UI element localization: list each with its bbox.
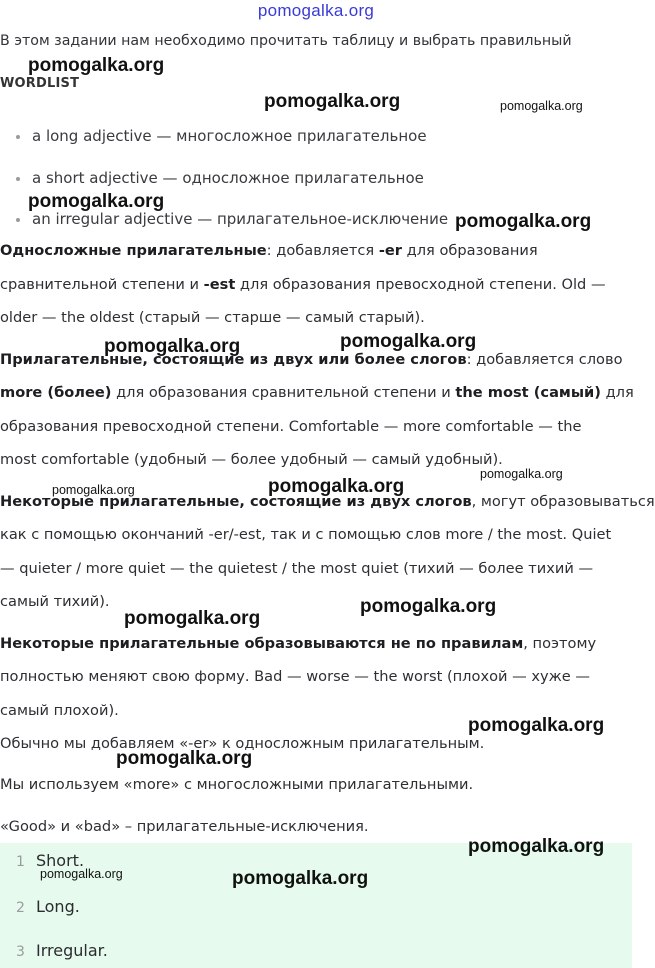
wordlist-item: an irregular adjective — прилагательное-исключение [16,210,448,228]
summary-line: Обычно мы добавляем «-er» к односложным прилагательным. [0,735,485,752]
watermark: pomogalka.org [480,467,563,481]
rule-4-line-1: Некоторые прилагательные образовываются не по правилам, поэтому [0,635,597,652]
watermark: pomogalka.org [52,483,135,497]
rule-3-line-4: самый тихий). [0,593,110,610]
watermark: pomogalka.org [116,748,253,769]
rule-2-line-3: образования превосходной степени. Comfortable — more comfortable — the [0,418,582,435]
rule-2-line-2: more (более) для образования сравнительной степени и the most (самый) для [0,384,634,401]
bullet-icon [16,177,20,181]
watermark: pomogalka.org [268,476,405,497]
answer-item: 1 Short. [16,851,85,870]
rule-3-line-1: Некоторые прилагательные, состоящие из двух слогов, могут образовываться [0,493,655,510]
rule-1-line-3: older — the oldest (старый — старше — самый старый). [0,309,425,326]
watermark: pomogalka.org [340,331,477,352]
rule-4-line-3: самый плохой). [0,702,119,719]
answer-panel [0,843,632,968]
rule-3-line-2: как с помощью окончаний -er/-est, так и с помощью слов more / the most. Quiet [0,526,612,543]
watermark: pomogalka.org [232,868,369,889]
bullet-icon [16,218,20,222]
watermark: pomogalka.org [500,99,583,113]
answer-item: 2 Long. [16,897,80,916]
watermark: pomogalka.org [264,91,401,112]
rule-1-line-1: Односложные прилагательные: добавляется -er для образования [0,242,538,259]
watermark: pomogalka.org [455,211,592,232]
wordlist-title: WORDLIST [0,76,80,91]
watermark: pomogalka.org [468,836,605,857]
bullet-icon [16,135,20,139]
rule-3-line-3: — quieter / more quiet — the quietest / the most quiet (тихий — более тихий — [0,560,594,577]
watermark: pomogalka.org [360,596,497,617]
watermark: pomogalka.org [28,191,165,212]
watermark: pomogalka.org [40,867,123,881]
rule-1-line-2: сравнительной степени и -est для образования превосходной степени. Old — [0,276,606,293]
wordlist-item: a long adjective — многосложное прилагательное [16,127,427,145]
summary-line: Мы используем «more» с многосложными прилагательными. [0,776,474,793]
watermark: pomogalka.org [468,715,605,736]
watermark: pomogalka.org [104,336,241,357]
watermark: pomogalka.org [28,55,165,76]
answer-item: 3 Irregular. [16,941,108,960]
rule-2-line-1: Прилагательные, состоящие из двух или более слогов: добавляется слово [0,351,623,368]
rule-4-line-2: полностью меняют свою форму. Bad — worse — the worst (плохой — хуже — [0,668,590,685]
header-watermark: pomogalka.org [257,1,375,20]
wordlist-item: a short adjective — односложное прилагательное [16,169,424,187]
intro-text: В этом задании нам необходимо прочитать таблицу и выбрать правильный [0,33,572,49]
rule-2-line-4: most comfortable (удобный — более удобный — самый удобный). [0,451,503,468]
watermark: pomogalka.org [124,608,261,629]
summary-line: «Good» и «bad» – прилагательные-исключения. [0,818,369,835]
